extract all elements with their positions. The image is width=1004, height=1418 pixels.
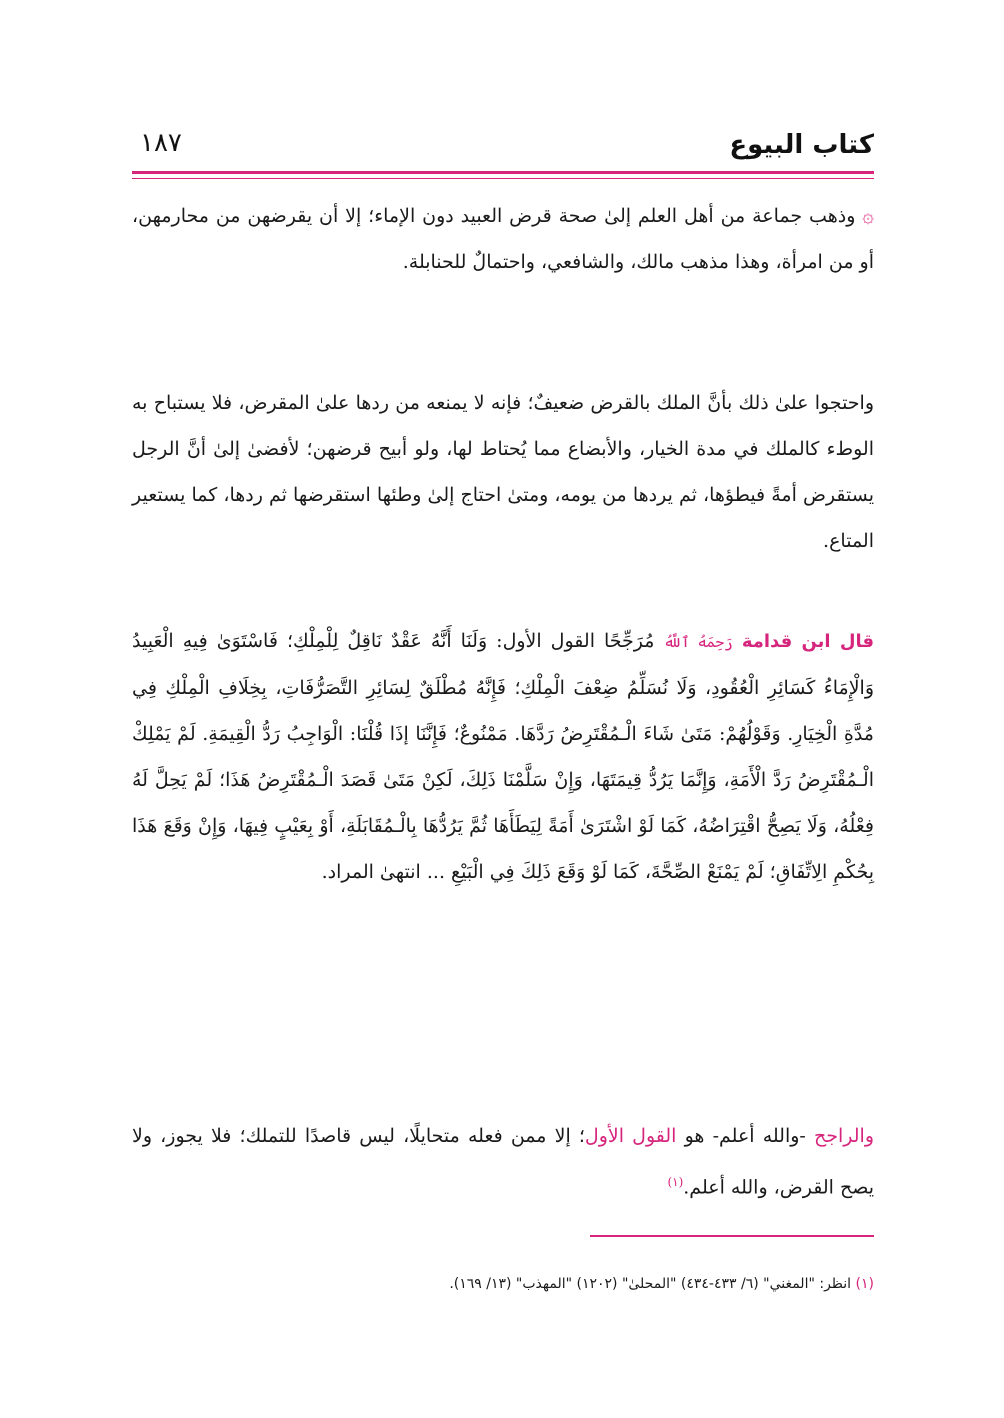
page-number: ١٨٧	[140, 128, 182, 158]
footnote-reference[interactable]: (١)	[667, 1175, 684, 1189]
paragraph-1	[132, 192, 874, 285]
footnote-text: انظر: "المغني" (٦/ ٤٣٣-٤٣٤) "المحلىٰ" (١٢٠٢) "المهذب" (١٣/ ١٦٩).	[449, 1276, 852, 1292]
footnote-rule	[590, 1235, 874, 1237]
conclusion-lead: والراجح	[814, 1125, 875, 1147]
footnote-number: (١)	[855, 1276, 874, 1292]
footnote	[132, 1276, 874, 1292]
paragraph-3	[132, 618, 874, 895]
paragraph-1-text: وذهب جماعة من أهل العلم إلىٰ صحة قرض العبيد دون الإماء؛ إلا أن يقرضهن من محارمهن، أو من امرأة، وهذا مذهب مالك، والشافعي، واحتمالٌ للحنابلة.	[132, 205, 874, 273]
paragraph-2-text: واحتجوا علىٰ ذلك بأنَّ الملك بالقرض ضعيفٌ؛ فإنه لا يمنعه من ردها علىٰ المقرض، فلا يستباح به الوطء كالملك في مدة الخيار، والأبضاع مما يُحتاط لها، ولو أبيح قرضهن؛ لأفضىٰ إلىٰ أنَّ الرجل يستقرض أمةً فيطؤها، ثم يردها من يومه، ومتىٰ احتاج إلىٰ وطئها استقرضها ثم ردها، كما يستعير المتاع.	[132, 392, 874, 552]
flower-bullet-icon: ۞	[862, 203, 874, 227]
honorific: رَحِمَهُ ٱللَّهُ	[663, 633, 733, 651]
paragraph-3-text: مُرَجِّحًا القول الأول: وَلَنَا أَنَّهُ عَقْدٌ نَاقِلٌ لِلْمِلْكِ؛ فَاسْتَوَىٰ فِيهِ الْعَبِيدُ وَالْإِمَاءُ كَسَائِرِ الْعُقُودِ، وَلَا نُسَلِّمُ ضِعْفَ الْمِلْكِ؛ فَإِنَّهُ مُطْلَقٌ لِسَائِرِ التَّصَرُّفَاتِ، بِخِلَافِ الْمِلْكِ فِي مُدَّةِ الْخِيَارِ. وَقَوْلُهُمْ: مَتَىٰ شَاءَ الْـمُقْتَرِضُ رَدَّهَا. مَمْنُوعٌ؛ فَإِنَّنَا إذَا قُلْنَا: الْوَاجِبُ رَدُّ الْقِيمَةِ. لَمْ يَمْلِكْ الْـمُقْتَرِضُ رَدَّ الْأَمَةِ، وَإِنَّمَا يَرُدُّ قِيمَتَهَا، وَإِنْ سَلَّمْنَا ذَلِكَ، لَكِنْ مَتَىٰ قَصَدَ الْـمُقْتَرِضُ هَذَا؛ لَمْ يَحِلَّ لَهُ فِعْلُهُ، وَلَا يَصِحُّ اقْتِرَاضُهُ، كَمَا لَوْ اشْتَرَىٰ أَمَةً لِيَطَأَهَا ثُمَّ يَرُدُّهَا بِالْـمُقَابَلَةِ، أَوْ بِعَيْبٍ فِيهَا، وَإِنْ وَقَعَ هَذَا بِحُكْمِ الِاتِّفَاقِ؛ لَمْ يَمْنَعْ الصِّحَّةَ، كَمَا لَوْ وَقَعَ ذَلِكَ فِي الْبَيْعِ ... انتهىٰ المراد.	[132, 630, 874, 883]
header-rule-thin	[132, 178, 874, 179]
book-title: كتاب البيوع	[729, 130, 874, 160]
scholar-name: قال ابن قدامة	[741, 631, 875, 652]
paragraph-4-text-a: -والله أعلم- هو	[676, 1125, 814, 1147]
paragraph-4-text-b: ؛ إلا ممن فعله متحايلًا، ليس قاصدًا للتملك؛ فلا يجوز، ولا يصح القرض، والله أعلم.	[132, 1125, 874, 1199]
page-header	[132, 124, 874, 172]
header-rule	[132, 171, 874, 174]
paragraph-4	[132, 1113, 874, 1210]
paragraph-2	[132, 380, 874, 564]
highlight-first-opinion: القول الأول	[584, 1125, 677, 1147]
